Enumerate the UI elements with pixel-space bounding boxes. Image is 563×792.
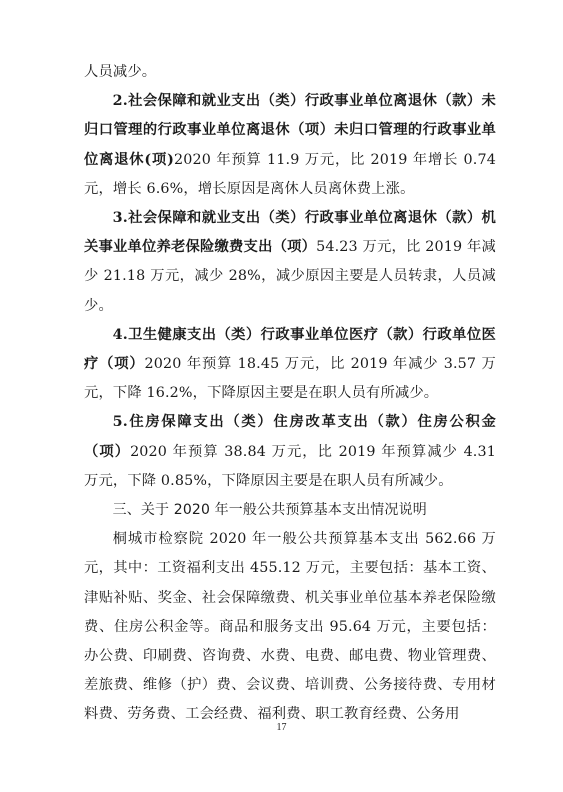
item-4-body: 2020 年预算 18.45 万元，比 2019 年减少 3.57 万元，下降 16.2%，下降原因主要是在职人员有所减少。 bbox=[84, 356, 496, 402]
item-5-paragraph bbox=[84, 408, 496, 496]
section-paragraph: 桐城市检察院 2020 年一般公共预算基本支出 562.66 万元，其中：工资福利支出 455.12 万元，主要包括：基本工资、津贴补贴、奖金、社会保障缴费、机关事业单位基本养老保险缴费、住房公积金等。商品和服务支出 95.64 万元，主要包括：办公费、印刷费、咨询费、水费、电费、邮电费、物业管理费、差旅费、维修（护）费、会议费、培训费、公务接待费、专用材料费、劳务费、工会经费、福利费、职工教育经费、公务用 bbox=[84, 531, 496, 723]
document-body bbox=[84, 58, 496, 730]
item-2-heading: 2.社会保障和就业支出（类）行政事业单位离退休（款）未归口管理的行政事业单位离退休（项）未归口管理的行政事业单位离退休(项) bbox=[84, 93, 496, 168]
item-5-body: 2020 年预算 38.84 万元，比 2019 年预算减少 4.31 万元，下降 0.85%，下降原因主要是在职人员有所减少。 bbox=[84, 443, 496, 489]
item-2-body: 2020 年预算 11.9 万元，比 2019 年增长 0.74 元，增长 6.6%，增长原因是离休人员离休费上涨。 bbox=[84, 151, 496, 197]
item-4-paragraph bbox=[84, 321, 496, 409]
item-3-body: 54.23 万元，比 2019 年减少 21.18 万元，减少 28%，减少原因主要是人员转隶，人员减少。 bbox=[84, 239, 496, 314]
item-3-paragraph bbox=[84, 204, 496, 321]
page-number: 17 bbox=[276, 722, 287, 733]
item-5-heading: 5.住房保障支出（类）住房改革支出（款）住房公积金（项） bbox=[84, 414, 496, 460]
section-title: 三、关于 2020 年一般公共预算基本支出情况说明 bbox=[112, 502, 427, 519]
item-2-paragraph bbox=[84, 87, 496, 204]
item-4-heading: 4.卫生健康支出（类）行政事业单位医疗（款）行政单位医疗（项） bbox=[84, 326, 496, 373]
item-3-heading: 3.社会保障和就业支出（类）行政事业单位离退休（款）机关事业单位养老保险缴费支出（项） bbox=[84, 210, 496, 256]
carryover-paragraph: 人员减少。 bbox=[84, 64, 157, 80]
